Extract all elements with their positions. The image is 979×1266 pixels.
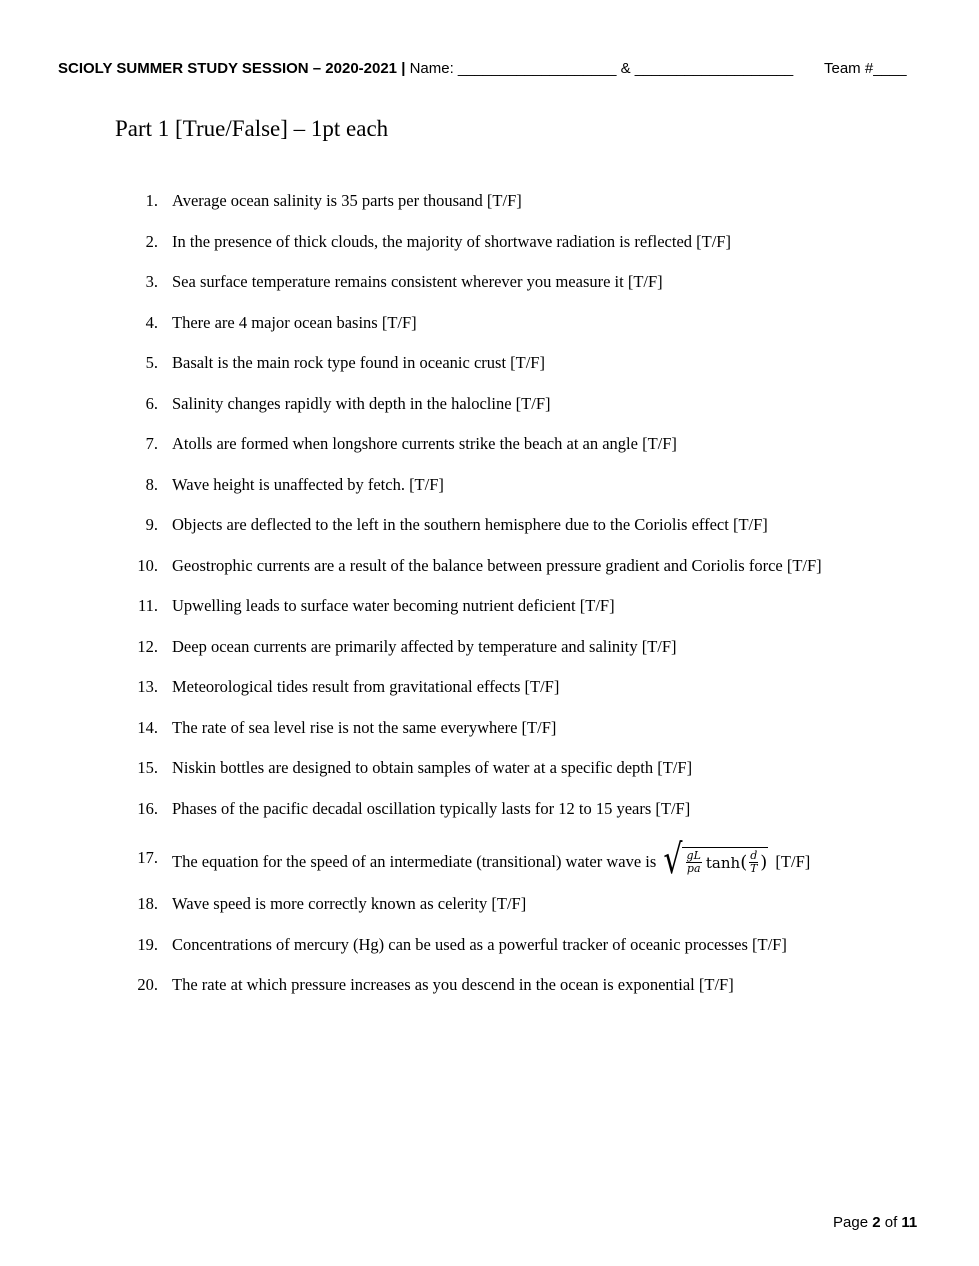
radicand [682, 847, 769, 874]
question-number: 14. [137, 717, 158, 737]
question-item [0, 677, 979, 718]
tanh-function: tanh [705, 853, 741, 872]
question-item [0, 718, 979, 759]
header-title: SCIOLY SUMMER STUDY SESSION – 2020-2021 | [58, 60, 406, 77]
question-text-with-equation [172, 836, 811, 884]
question-item [0, 799, 979, 840]
question-text: Salinity changes rapidly with depth in the halocline [T/F] [172, 393, 551, 413]
question-number: 13. [137, 677, 158, 696]
question-text: Niskin bottles are designed to obtain samples of water at a specific depth [T/F] [172, 758, 693, 777]
header-name-field: Name: ___________________ & ___________________ [409, 60, 794, 77]
fraction-denominator: T [750, 862, 758, 875]
wave-speed-equation [663, 836, 768, 884]
question-item [0, 353, 979, 394]
question-item [0, 556, 979, 597]
square-root-symbol: √ [663, 836, 683, 884]
question-text: Concentrations of mercury (Hg) can be used as a powerful tracker of oceanic processes [T/F] [172, 934, 787, 954]
header-team-field: Team #____ [824, 60, 907, 77]
question-item [0, 836, 979, 894]
fraction [686, 850, 702, 874]
question-item [0, 935, 979, 976]
page-label: Page [833, 1214, 869, 1231]
question-text: The rate of sea level rise is not the same everywhere [T/F] [172, 717, 557, 737]
question-number: 5. [145, 353, 158, 372]
question-item [0, 232, 979, 273]
fraction [749, 850, 758, 874]
question-item [0, 515, 979, 556]
current-page-number: 2 [872, 1214, 881, 1231]
question-text: Objects are deflected to the left in the southern hemisphere due to the Coriolis effect [T/F] [172, 515, 768, 534]
question-number: 9. [145, 515, 158, 534]
question-number: 4. [145, 312, 158, 332]
open-paren: ( [740, 852, 748, 873]
question-number: 2. [145, 231, 158, 251]
question-number: 17. [137, 848, 158, 867]
part-title: Part 1 [True/False] – 1pt each [115, 116, 389, 141]
question-item [0, 475, 979, 516]
fraction-numerator: d [750, 849, 758, 863]
question-text: Wave height is unaffected by fetch. [T/F] [172, 474, 444, 494]
question-item [0, 975, 979, 1016]
question-number: 8. [145, 474, 158, 494]
close-paren: ) [760, 852, 768, 873]
question-text: Average ocean salinity is 35 parts per thousand [T/F] [172, 191, 522, 210]
question-number: 1. [145, 191, 158, 210]
question-item [0, 637, 979, 678]
question-text: Basalt is the main rock type found in oceanic crust [T/F] [172, 353, 545, 372]
question-number: 11. [137, 596, 158, 615]
question-text: Atolls are formed when longshore currents strike the beach at an angle [T/F] [172, 434, 677, 453]
question-number: 6. [145, 393, 158, 413]
page-of-label: of [884, 1214, 898, 1231]
page-footer [833, 1214, 917, 1231]
question-item [0, 394, 979, 435]
question-item [0, 758, 979, 799]
fraction-denominator: pa [686, 862, 701, 875]
question-number: 12. [137, 636, 158, 656]
question-number: 3. [145, 272, 158, 291]
question-text: Meteorological tides result from gravitational effects [T/F] [172, 677, 560, 696]
question-text: Phases of the pacific decadal oscillation typically lasts for 12 to 15 years [T/F] [172, 798, 691, 818]
question-text: The rate at which pressure increases as you descend in the ocean is exponential [T/F] [172, 975, 734, 994]
question-number: 15. [137, 758, 158, 777]
question-text: Geostrophic currents are a result of the balance between pressure gradient and Coriolis force [T/F] [172, 555, 822, 575]
question-number: 19. [137, 934, 158, 954]
question-number: 10. [137, 555, 158, 575]
question-list [0, 191, 979, 1016]
question-suffix: [T/F] [775, 851, 811, 871]
page-header [58, 60, 918, 77]
question-text: Sea surface temperature remains consistent wherever you measure it [T/F] [172, 272, 663, 291]
total-page-count: 11 [901, 1214, 918, 1231]
question-text: Upwelling leads to surface water becoming nutrient deficient [T/F] [172, 596, 615, 615]
question-text: In the presence of thick clouds, the majority of shortwave radiation is reflected [T/F] [172, 231, 731, 251]
question-item [0, 191, 979, 232]
question-text: Wave speed is more correctly known as celerity [T/F] [172, 894, 527, 913]
question-text: There are 4 major ocean basins [T/F] [172, 312, 417, 332]
question-item [0, 434, 979, 475]
fraction-numerator: gL [686, 849, 701, 863]
question-item [0, 313, 979, 354]
question-number: 18. [137, 894, 158, 913]
question-text: The equation for the speed of an intermediate (transitional) water wave is [172, 851, 657, 871]
question-number: 20. [137, 975, 158, 994]
question-item [0, 894, 979, 935]
question-number: 7. [145, 434, 158, 453]
question-item [0, 272, 979, 313]
question-number: 16. [137, 798, 158, 818]
question-text: Deep ocean currents are primarily affected by temperature and salinity [T/F] [172, 636, 677, 656]
question-item [0, 596, 979, 637]
